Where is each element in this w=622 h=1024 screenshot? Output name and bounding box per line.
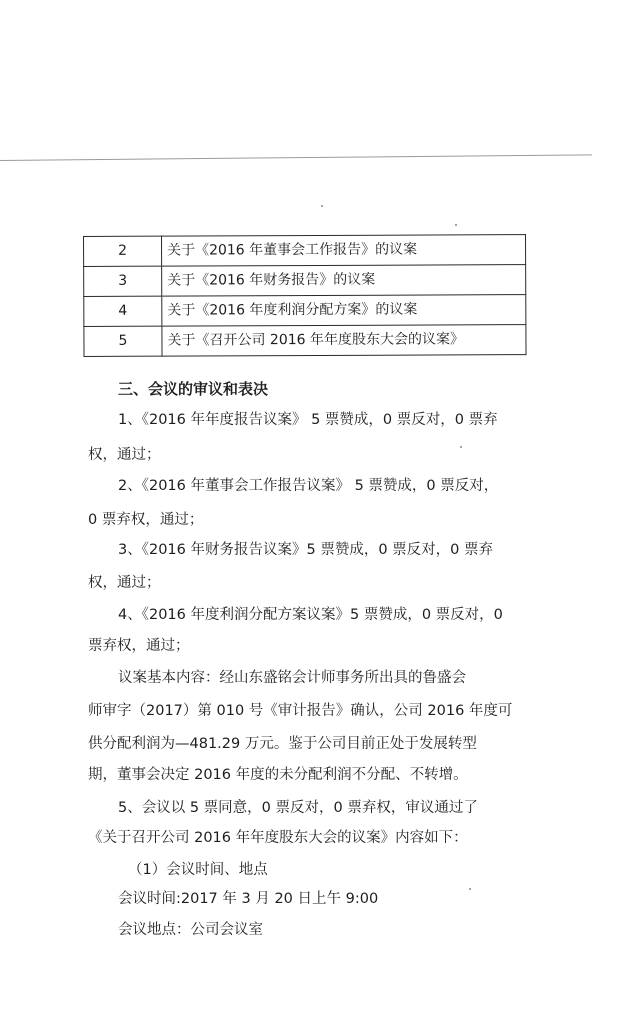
text-line: 期，董事会决定 2016 年度的未分配利润不分配、不转增。 xyxy=(88,767,468,783)
row-title: 关于《2016 年度利润分配方案》的议案 xyxy=(162,295,526,327)
table-row xyxy=(84,295,526,327)
row-number: 4 xyxy=(84,296,162,326)
text-line: 权，通过； xyxy=(88,447,161,463)
row-title: 关于《召开公司 2016 年年度股东大会的议案》 xyxy=(162,325,526,357)
row-number: 3 xyxy=(84,266,162,296)
text-line: 师审字（2017）第 010 号《审计报告》确认，公司 2016 年度可 xyxy=(88,703,513,719)
text-line: 票弃权，通过； xyxy=(88,638,190,654)
scan-speck xyxy=(469,888,471,890)
text-line: 议案基本内容：经山东盛铭会计师事务所出具的鲁盛会 xyxy=(118,670,466,686)
table-row xyxy=(84,235,526,267)
text-line: 3、《2016 年财务报告议案》5 票赞成，0 票反对，0 票弃 xyxy=(118,542,493,558)
scan-speck xyxy=(460,446,462,448)
row-title: 关于《2016 年财务报告》的议案 xyxy=(162,265,526,297)
text-line: 会议时间:2017 年 3 月 20 日上午 9:00 xyxy=(118,891,379,907)
text-line: （1）会议时间、地点 xyxy=(128,862,268,878)
text-line: 5、会议以 5 票同意，0 票反对，0 票弃权，审议通过了 xyxy=(118,800,478,816)
scan-speck xyxy=(455,224,457,226)
text-line: 4、《2016 年度利润分配方案议案》5 票赞成，0 票反对，0 xyxy=(118,607,503,623)
page-top-rule xyxy=(0,154,592,161)
table-row xyxy=(84,325,526,357)
text-line: 《关于召开公司 2016 年年度股东大会的议案》内容如下： xyxy=(88,830,468,846)
text-line: 2、《2016 年董事会工作报告议案》 5 票赞成，0 票反对， xyxy=(118,478,499,494)
text-line: 权，通过； xyxy=(88,575,161,591)
row-number: 2 xyxy=(84,236,162,266)
text-line: 0 票弃权，通过； xyxy=(88,512,204,528)
scan-speck xyxy=(321,205,323,207)
section-heading: 三、会议的审议和表决 xyxy=(118,380,269,398)
table-row xyxy=(84,265,526,297)
row-number: 5 xyxy=(84,326,162,356)
text-line: 1、《2016 年年度报告议案》 5 票赞成，0 票反对，0 票弃 xyxy=(118,412,498,428)
text-line: 会议地点：公司会议室 xyxy=(118,922,263,938)
row-title: 关于《2016 年董事会工作报告》的议案 xyxy=(162,235,526,267)
motions-table xyxy=(83,234,527,357)
text-line: 供分配利润为—481.29 万元。鉴于公司目前正处于发展转型 xyxy=(88,736,477,752)
